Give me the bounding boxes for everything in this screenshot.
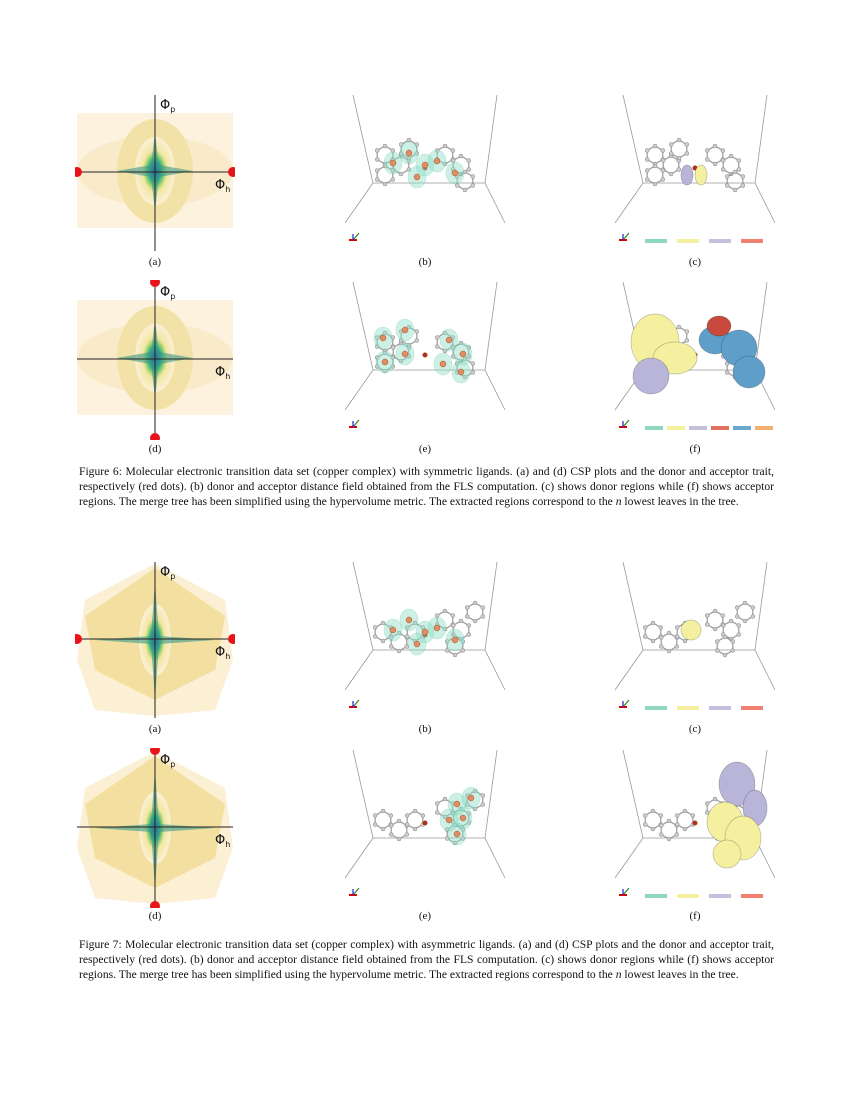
atom [737,168,741,172]
atom [481,615,485,619]
atom [467,168,471,172]
atom [661,169,665,173]
bond-ring [707,146,723,164]
bond-ring [661,821,677,839]
subfigure-label: (c) [688,256,702,268]
csp-plot-d [75,280,235,440]
extracted-region [713,840,741,868]
axis-gizmo [353,233,359,240]
copper-atom [423,821,428,826]
extremum-marker [452,170,458,176]
atom [675,626,679,630]
atom [397,837,401,841]
atom [683,827,687,831]
atom [667,819,671,823]
extremum-marker [422,162,428,168]
atom [669,172,673,176]
atom [643,814,647,818]
atom [675,823,679,827]
atom [435,811,439,815]
atom [721,149,725,153]
atom [661,149,665,153]
atom [465,615,469,619]
extremum-marker [380,335,386,341]
figure-caption [79,464,774,509]
donor-regions-c [615,93,775,253]
bond-ring [671,140,687,158]
extremum-marker [446,817,452,823]
atom [643,626,647,630]
bond-ring [661,633,677,651]
extremum-marker [454,831,460,837]
bond-ring [391,821,407,839]
atom [415,339,419,343]
atom [399,172,403,176]
atom [685,330,689,334]
subfigure-label: (a) [148,256,162,268]
panel-graphic [345,280,505,440]
caption-text-end: lowest leaves in the tree. [621,495,739,508]
legend-swatch [709,706,731,710]
atom [675,645,679,649]
subfigure-label: (a) [148,723,162,735]
phi-h-label: $\Phi_h$ [215,833,231,849]
subfigure-label: (e) [418,443,432,455]
atom [731,649,735,653]
extremum-marker [390,627,396,633]
extremum-marker [468,795,474,801]
atom [713,627,717,631]
extremum-marker [402,327,408,333]
atom [471,184,475,188]
phi-p-label: $\Phi_p$ [160,98,176,114]
atom [659,824,663,828]
caption-italic: n [615,495,622,508]
atom [415,330,419,334]
atom [685,339,689,343]
atom [667,631,671,635]
atom [405,833,409,837]
axis-gizmo [623,888,629,895]
atom [721,614,725,618]
bounding-frame [345,282,505,410]
atom [659,626,663,630]
atom [373,814,377,818]
atom [675,635,679,639]
subfigure-label: (b) [418,256,432,268]
extracted-region [633,358,669,394]
atom [643,823,647,827]
extracted-region [695,165,707,185]
legend-swatch [677,894,699,898]
atom [451,624,455,628]
atom [729,619,733,623]
extremum-marker [406,617,412,623]
legend-swatch [667,426,685,430]
atom [731,640,735,644]
copper-atom [423,353,428,358]
legend-swatch [677,239,699,243]
atom [741,184,745,188]
atom [643,635,647,639]
atom [391,346,395,350]
panel-graphic [615,560,775,720]
atom [737,159,741,163]
acceptor-regions-f [615,748,775,908]
atom [389,824,393,828]
atom [661,178,665,182]
distance-field-b [345,93,505,253]
caption-text: Figure 6: Molecular electronic transition data set (copper complex) with symmetric ligands. (a) and (d) CSP plots and the donor and acceptor trait, respectively (red dots). (b) donor and acceptor distance field obtained from the FLS computation. (c) shows donor regions while (f) shows acceptor regions. The merge tree has been simplified using the hypervolume metric. The extracted regions correspond to the [79,465,774,508]
bounding-frame [615,95,775,223]
atom [471,371,475,375]
extremum-marker [390,160,396,166]
atom [373,635,377,639]
atom [375,149,379,153]
atom [443,797,447,801]
extracted-region [707,316,731,336]
phi-p-label: $\Phi_p$ [160,565,176,581]
phi-h-label: $\Phi_h$ [215,178,231,194]
bond-ring [645,811,661,829]
atom [407,138,411,142]
atom [661,159,665,163]
donor-regions-c [615,560,775,720]
atom [723,653,727,657]
atom [451,614,455,618]
atom [467,159,471,163]
extremum-marker [434,625,440,631]
atom [659,814,663,818]
panel-graphic [615,748,775,908]
subfigure-label: (d) [148,443,162,455]
legend-swatch [709,239,731,243]
extremum-marker [440,361,446,367]
atom [471,175,475,179]
atom [691,814,695,818]
atom [653,182,657,186]
bond-ring [467,603,483,621]
atom [725,175,729,179]
bond-ring [677,811,693,829]
phi-h-label: $\Phi_h$ [215,365,231,381]
atom [389,814,393,818]
atom [659,636,663,640]
subfigure-label: (f) [689,910,701,922]
legend-swatch [645,239,667,243]
legend-swatch [741,239,763,243]
legend-swatch [741,894,763,898]
phi-p-label: $\Phi_p$ [160,753,176,769]
extremum-marker [382,359,388,365]
subfigure-label: (e) [418,910,432,922]
legend-swatch [733,426,751,430]
atom [713,609,717,613]
caption-text: Figure 7: Molecular electronic transition data set (copper complex) with asymmetric ligands. (a) and (d) CSP plots and the donor and acceptor trait, respectively (red dots). (b) donor and acceptor distance field obtained from the FLS computation. (c) shows donor regions while (f) shows acceptor regions. The merge tree has been simplified using the hypervolume metric. The extracted regions correspond to the [79,938,774,981]
csp-plot-a [75,560,235,720]
atom [713,797,717,801]
extracted-region [681,620,701,640]
atom [375,178,379,182]
axis-gizmo [623,233,629,240]
atom [375,158,379,162]
atom [705,623,709,627]
atom [473,601,477,605]
legend-swatch [741,706,763,710]
extremum-marker [458,369,464,375]
bond-ring [647,146,663,164]
atom [713,144,717,148]
figure-caption [79,937,774,982]
atom [705,158,709,162]
atom [373,626,377,630]
atom [651,639,655,643]
atom [659,833,663,837]
atom [381,827,385,831]
panel-graphic [75,560,235,720]
atom [645,158,649,162]
atom [677,168,681,172]
atom [405,635,409,639]
atom [683,809,687,813]
extremum-marker [446,337,452,343]
legend-swatch [689,426,707,430]
extremum-marker [422,629,428,635]
panel-graphic [615,93,775,253]
extremum-marker [414,641,420,647]
legend-swatch [645,894,667,898]
distance-field-e [345,280,505,440]
atom [683,639,687,643]
atom [435,336,439,340]
atom [467,633,471,637]
caption-italic: n [615,968,622,981]
caption-text-end: lowest leaves in the tree. [621,968,739,981]
atom [751,615,755,619]
extremum-marker [452,637,458,643]
atom [653,144,657,148]
axis-gizmo [353,700,359,707]
atom [651,827,655,831]
atom [733,170,737,174]
atom [391,178,395,182]
atom [677,156,681,160]
acceptor-regions-f [615,280,775,440]
atom [471,362,475,366]
distance-field-b [345,560,505,720]
csp-plot-d [75,748,235,908]
atom [667,649,671,653]
extracted-region [733,356,765,388]
extremum-marker [406,150,412,156]
subfigure-label: (f) [689,443,701,455]
axis-gizmo [353,888,359,895]
atom [653,164,657,168]
phi-p-label: $\Phi_p$ [160,285,176,301]
copper-atom [693,821,698,826]
atom [383,144,387,148]
extremum-marker [460,815,466,821]
atom [645,178,649,182]
atom [473,619,477,623]
atom [445,649,449,653]
extremum-marker [414,174,420,180]
atom [705,802,709,806]
legend-swatch [755,426,773,430]
atom [677,138,681,142]
atom [481,606,485,610]
atom [383,182,387,186]
panel-graphic [345,748,505,908]
panel-graphic [75,93,235,253]
atom [645,169,649,173]
atom [721,168,725,172]
atom [481,794,485,798]
panel-graphic [615,280,775,440]
atom [389,645,393,649]
atom [729,154,733,158]
bond-ring [717,637,733,655]
extremum-marker [402,351,408,357]
atom [461,649,465,653]
atom [443,609,447,613]
subfigure-label: (d) [148,910,162,922]
atom [435,802,439,806]
atom [389,833,393,837]
atom [453,653,457,657]
atom [725,371,729,375]
bounding-frame [345,750,505,878]
atom [467,624,471,628]
legend-swatch [645,706,667,710]
atom [715,640,719,644]
bond-ring [645,623,661,641]
atom [405,814,409,818]
atom [669,143,673,147]
subfigure-label: (b) [418,723,432,735]
atom [721,159,725,163]
bond-ring [737,603,753,621]
atom [677,325,681,329]
bond-ring [707,611,723,629]
csp-plot-a [75,93,235,253]
bond-ring [727,172,743,190]
atom [737,624,741,628]
extremum-marker [434,158,440,164]
atom [381,639,385,643]
atom [669,152,673,156]
bond-ring [407,811,423,829]
atom [459,154,463,158]
legend-swatch [677,706,699,710]
bond-ring [663,156,679,174]
legend-swatch [711,426,729,430]
atom [741,175,745,179]
extremum-marker [460,351,466,357]
atom [381,621,385,625]
atom [465,606,469,610]
atom [421,814,425,818]
atom [751,606,755,610]
atom [659,645,663,649]
bond-ring [647,166,663,184]
panel-graphic [345,93,505,253]
atom [435,345,439,349]
atom [413,827,417,831]
atom [685,152,689,156]
extremum-marker [454,801,460,807]
atom [413,809,417,813]
atom [723,635,727,639]
atom [443,144,447,148]
extracted-region [681,165,693,185]
legend-swatch [709,894,731,898]
atom [397,819,401,823]
atom [685,143,689,147]
atom [463,188,467,192]
atom [725,184,729,188]
panel-graphic [75,280,235,440]
subfigure-label: (c) [688,723,702,735]
atom [373,823,377,827]
legend-swatch [645,426,663,430]
atom [733,188,737,192]
panel-graphic [345,560,505,720]
atom [737,633,741,637]
atom [667,837,671,841]
atom [743,601,747,605]
axis-gizmo [353,420,359,427]
atom [459,619,463,623]
atom [735,615,739,619]
atom [651,809,655,813]
atom [405,823,409,827]
axis-gizmo [623,700,629,707]
distance-field-e [345,748,505,908]
atom [645,149,649,153]
atom [743,619,747,623]
bond-ring [375,811,391,829]
atom [651,621,655,625]
atom [451,149,455,153]
atom [675,814,679,818]
atom [713,162,717,166]
atom [715,649,719,653]
atom [675,833,679,837]
atom [735,606,739,610]
atom [705,149,709,153]
atom [375,169,379,173]
atom [721,624,725,628]
phi-h-label: $\Phi_h$ [215,645,231,661]
atom [397,649,401,653]
atom [705,614,709,618]
atom [381,809,385,813]
axis-gizmo [623,420,629,427]
panel-graphic [75,748,235,908]
atom [481,803,485,807]
